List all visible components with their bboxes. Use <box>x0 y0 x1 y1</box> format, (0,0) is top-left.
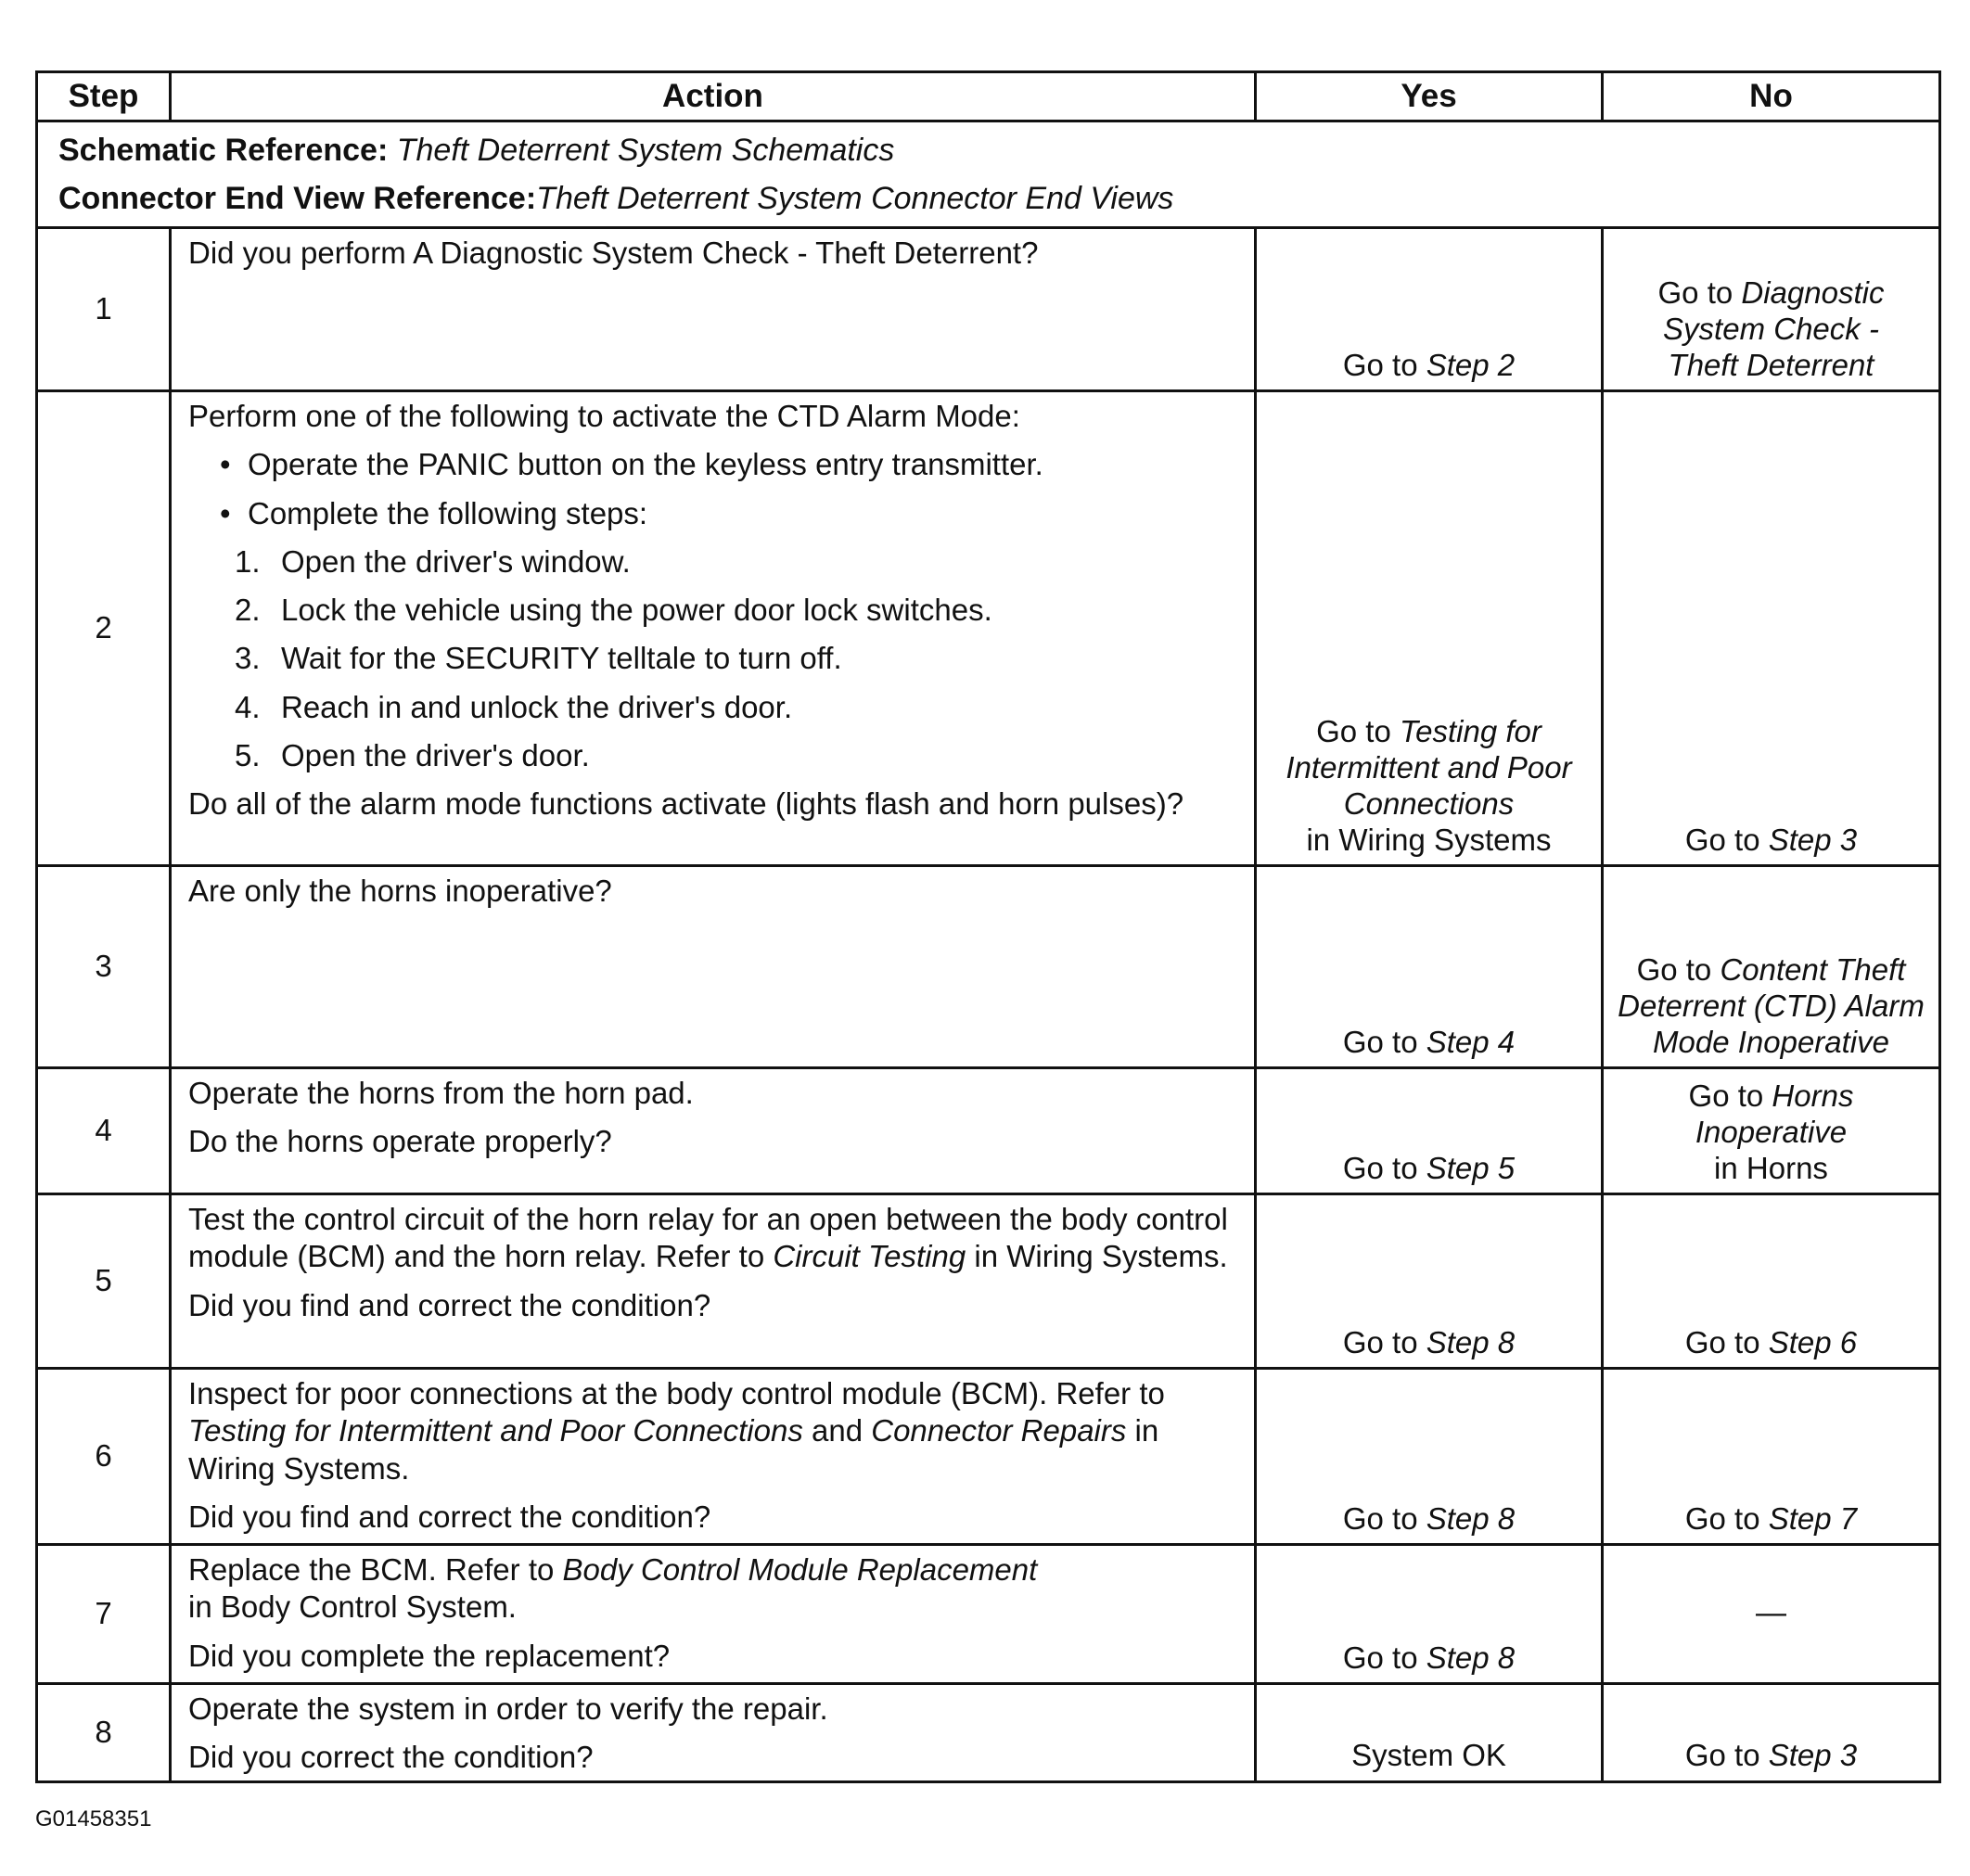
reference-cell <box>37 121 1940 228</box>
action-cell <box>171 1545 1256 1684</box>
action-text: Operate the system in order to verify the repair. <box>188 1691 828 1726</box>
yes-cell <box>1256 1545 1603 1684</box>
substep-number: 2. <box>235 593 261 627</box>
yes-link[interactable]: Step 8 <box>1426 1640 1516 1675</box>
yes-link[interactable]: Step 4 <box>1426 1024 1516 1059</box>
yes-prefix: Go to <box>1342 347 1418 382</box>
yes-prefix: Go to <box>1342 1500 1418 1536</box>
action-text-part: Test the control circuit of the horn relay for an open between the body control module (BCM) and the horn relay. Refer to <box>188 1202 1228 1274</box>
yes-link[interactable]: Step 5 <box>1426 1150 1516 1185</box>
yes-prefix: Go to <box>1342 1024 1418 1059</box>
action-cell <box>171 1684 1256 1782</box>
yes-link[interactable]: Step 8 <box>1426 1324 1516 1359</box>
action-intro: Perform one of the following to activate the CTD Alarm Mode: <box>188 399 1020 433</box>
no-link[interactable]: Step 6 <box>1768 1324 1858 1359</box>
action-question: Do all of the alarm mode functions activate (lights flash and horn pulses)? <box>188 786 1184 821</box>
yes-prefix: Go to <box>1342 1150 1418 1185</box>
table-row <box>37 228 1940 391</box>
connector-reference <box>58 174 1918 223</box>
no-cell <box>1603 1369 1940 1545</box>
table-row <box>37 866 1940 1068</box>
schematic-reference <box>58 126 1918 174</box>
action-bullet-list <box>188 446 1237 532</box>
schematic-reference-value: Theft Deterrent System Schematics <box>396 133 895 168</box>
step-number: 7 <box>37 1545 171 1684</box>
no-link[interactable]: Content Theft Deterrent (CTD) Alarm Mode Inoperative <box>1618 951 1925 1059</box>
action-cell <box>171 1068 1256 1194</box>
reference-row <box>37 121 1940 228</box>
table-row <box>37 391 1940 866</box>
yes-cell <box>1256 228 1603 391</box>
no-cell <box>1603 228 1940 391</box>
action-text-part: in Wiring Systems. <box>974 1239 1228 1274</box>
no-link[interactable]: Step 7 <box>1768 1500 1858 1536</box>
substep-text: Lock the vehicle using the power door lock switches. <box>281 593 992 627</box>
no-link[interactable]: Diagnostic System Check - Theft Deterrent <box>1663 274 1885 382</box>
action-question: Did you find and correct the condition? <box>188 1499 711 1534</box>
step-number: 3 <box>37 866 171 1068</box>
no-link[interactable]: Step 3 <box>1768 822 1858 857</box>
action-cell <box>171 866 1256 1068</box>
yes-link[interactable]: Step 2 <box>1426 347 1516 382</box>
figure-id: G01458351 <box>35 1806 152 1831</box>
no-prefix: Go to <box>1684 1500 1760 1536</box>
substep-text: Open the driver's door. <box>281 737 590 772</box>
action-cell <box>171 391 1256 866</box>
table-row <box>37 1194 1940 1369</box>
action-text-part: Replace the BCM. Refer to <box>188 1552 555 1587</box>
step-number: 6 <box>37 1369 171 1545</box>
substep-number: 3. <box>235 641 261 676</box>
step-number: 5 <box>37 1194 171 1369</box>
action-question: Did you find and correct the condition? <box>188 1287 711 1322</box>
action-text-part: in Wiring Systems. <box>188 1413 1159 1486</box>
list-item <box>235 543 1237 581</box>
list-item <box>235 640 1237 677</box>
action-text: Are only the horns inoperative? <box>188 874 612 908</box>
substep-text: Open the driver's window. <box>281 543 631 579</box>
no-suffix: in Horns <box>1714 1150 1828 1185</box>
connector-reference-value: Theft Deterrent System Connector End Views <box>536 181 1174 216</box>
step-number: 8 <box>37 1684 171 1782</box>
no-prefix: Go to <box>1636 951 1712 987</box>
action-text <box>188 1551 1237 1627</box>
action-text-part: Inspect for poor connections at the body control module (BCM). Refer to <box>188 1376 1165 1410</box>
action-question: Did you complete the replacement? <box>188 1638 671 1673</box>
action-link[interactable]: Circuit Testing <box>773 1239 966 1274</box>
list-item <box>235 737 1237 774</box>
yes-cell <box>1256 866 1603 1068</box>
list-item <box>248 495 1237 532</box>
action-link[interactable]: Connector Repairs <box>871 1413 1127 1448</box>
list-item: • Operate the PANIC button on the keyless entry transmitter. <box>248 446 1237 483</box>
table-row <box>37 1545 1940 1684</box>
substep-number: 1. <box>235 543 261 579</box>
action-cell <box>171 1194 1256 1369</box>
no-link[interactable]: Horns Inoperative <box>1695 1078 1854 1149</box>
diagnostic-table <box>35 70 1941 1783</box>
no-prefix: Go to <box>1688 1078 1764 1113</box>
no-cell <box>1603 1545 1940 1684</box>
table-row <box>37 1068 1940 1194</box>
no-prefix: Go to <box>1684 822 1760 857</box>
yes-result: System OK <box>1351 1738 1506 1773</box>
yes-link[interactable]: Testing for Intermittent and Poor Connections <box>1286 713 1572 821</box>
step-number: 2 <box>37 391 171 866</box>
list-item <box>235 592 1237 629</box>
yes-cell <box>1256 391 1603 866</box>
no-cell <box>1603 866 1940 1068</box>
yes-cell <box>1256 1684 1603 1782</box>
yes-cell <box>1256 1369 1603 1545</box>
action-substep-list <box>188 543 1237 774</box>
yes-suffix: in Wiring Systems <box>1306 822 1552 857</box>
action-text-part: in Body Control System. <box>188 1589 517 1625</box>
connector-reference-label: Connector End View Reference: <box>58 181 537 216</box>
yes-prefix: Go to <box>1316 713 1391 748</box>
header-action: Action <box>171 72 1256 121</box>
action-text <box>188 1201 1237 1276</box>
no-cell <box>1603 1068 1940 1194</box>
action-text: Did you perform A Diagnostic System Check - Theft Deterrent? <box>188 236 1039 270</box>
no-prefix: Go to <box>1684 1324 1760 1359</box>
no-link[interactable]: Step 3 <box>1768 1738 1858 1773</box>
header-row <box>37 72 1940 121</box>
action-cell <box>171 228 1256 391</box>
schematic-reference-label: Schematic Reference: <box>58 133 389 168</box>
yes-cell <box>1256 1068 1603 1194</box>
header-no: No <box>1603 72 1940 121</box>
no-not-applicable: — <box>1756 1595 1786 1630</box>
list-item-text: Complete the following steps: <box>248 495 648 530</box>
action-link[interactable]: Body Control Module Replacement <box>562 1552 1038 1587</box>
action-text-part: and <box>812 1413 863 1448</box>
yes-cell <box>1256 1194 1603 1369</box>
action-question: Do the horns operate properly? <box>188 1124 612 1159</box>
action-link[interactable]: Testing for Intermittent and Poor Connections <box>188 1413 803 1448</box>
no-cell <box>1603 1684 1940 1782</box>
table-row <box>37 1369 1940 1545</box>
no-cell <box>1603 391 1940 866</box>
list-item <box>235 689 1237 726</box>
step-number: 4 <box>37 1068 171 1194</box>
action-cell <box>171 1369 1256 1545</box>
action-text <box>188 1375 1237 1487</box>
yes-prefix: Go to <box>1342 1640 1418 1675</box>
action-text: Operate the horns from the horn pad. <box>188 1076 694 1110</box>
header-yes: Yes <box>1256 72 1603 121</box>
substep-text: Wait for the SECURITY telltale to turn off. <box>281 641 842 676</box>
no-prefix: Go to <box>1657 274 1733 310</box>
substep-number: 4. <box>235 689 261 724</box>
no-prefix: Go to <box>1684 1738 1760 1773</box>
no-cell <box>1603 1194 1940 1369</box>
substep-text: Reach in and unlock the driver's door. <box>281 689 793 724</box>
step-number: 1 <box>37 228 171 391</box>
table-row <box>37 1684 1940 1782</box>
yes-link[interactable]: Step 8 <box>1426 1500 1516 1536</box>
substep-number: 5. <box>235 737 261 772</box>
yes-prefix: Go to <box>1342 1324 1418 1359</box>
header-step: Step <box>37 72 171 121</box>
action-question: Did you correct the condition? <box>188 1740 594 1775</box>
diagnostic-table-container <box>35 70 1938 1783</box>
